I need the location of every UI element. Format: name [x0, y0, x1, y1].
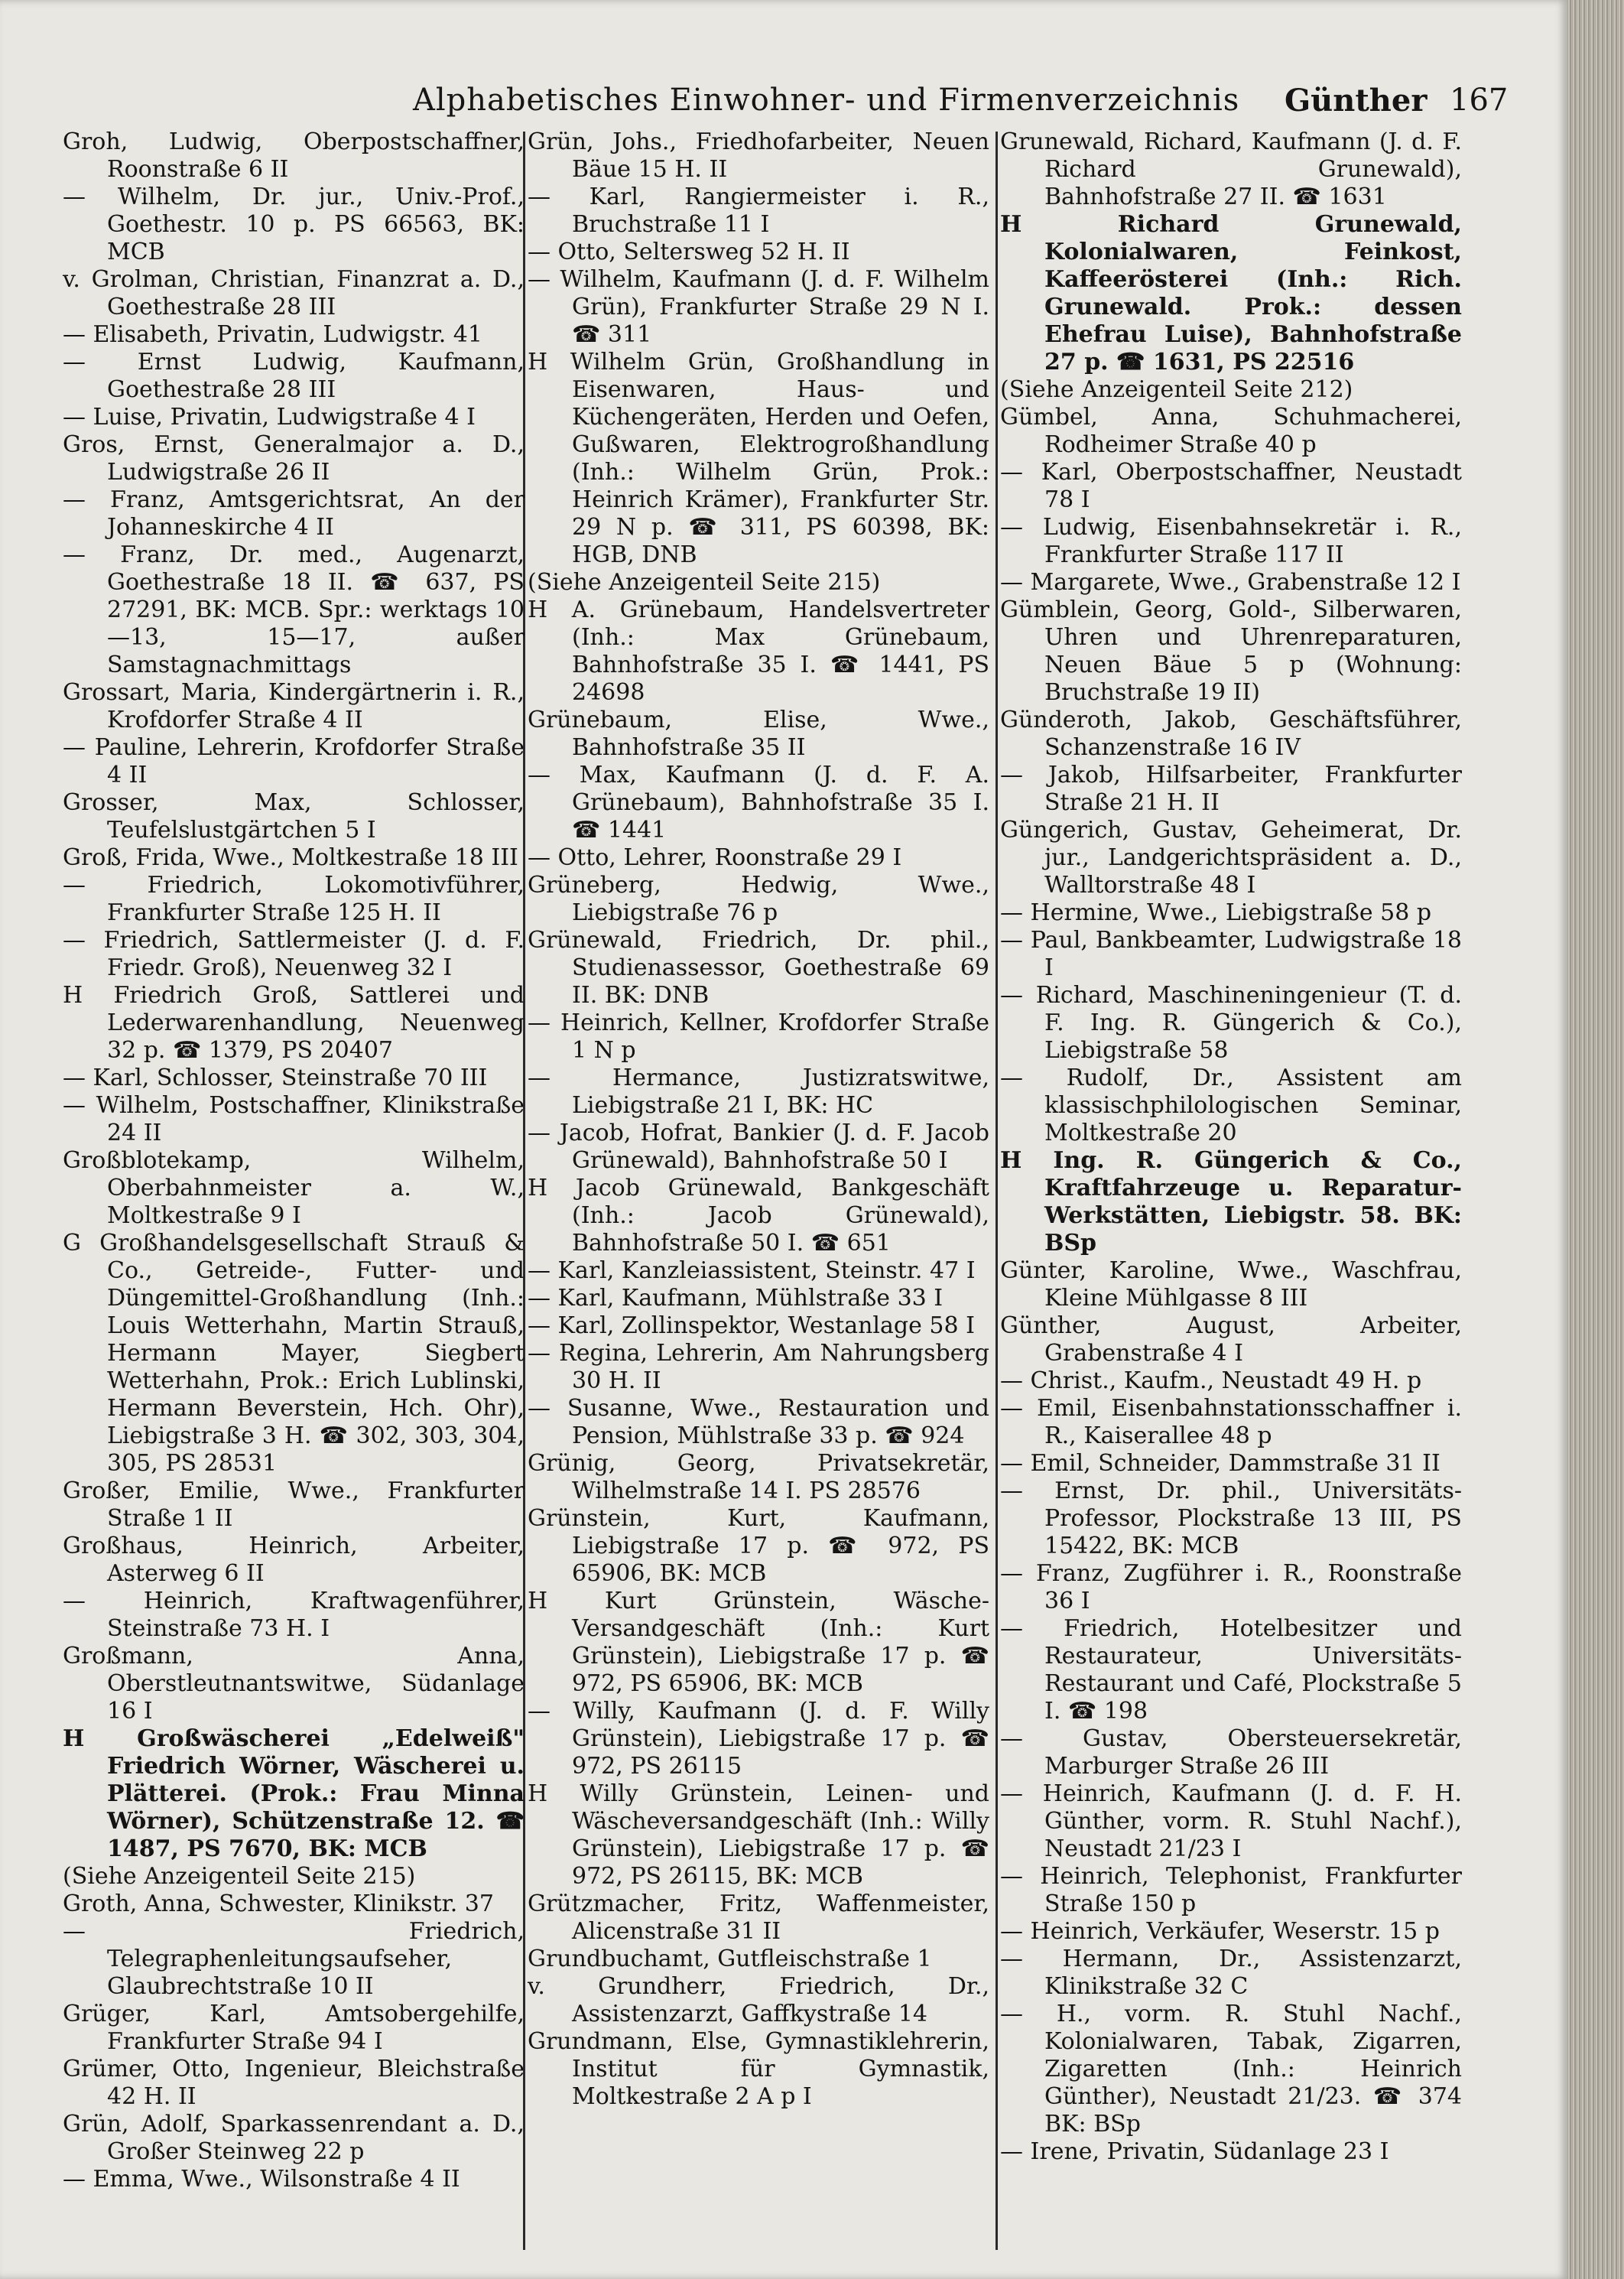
directory-entry: — Franz, Amtsgerichtsrat, An der Johanneskirche 4 II [63, 486, 525, 541]
directory-entry: — Max, Kaufmann (J. d. F. A. Grünebaum), Bahnhofstraße 35 I. ☎ 1441 [528, 762, 989, 844]
directory-entry: — Friedrich, Lokomotivführer, Frankfurter Straße 125 H. II [63, 872, 525, 926]
directory-entry: — Franz, Zugführer i. R., Roonstraße 36 I [1000, 1560, 1462, 1614]
directory-column-3 [1000, 128, 1462, 2247]
directory-entry: H Willy Grünstein, Leinen- und Wäscheversandgeschäft (Inh.: Willy Grünstein), Liebigstraße 17 p. ☎ 972, PS 26115, BK: MCB [528, 1780, 989, 1890]
directory-entry: — Emil, Eisenbahnstationsschaffner i. R., Kaiserallee 48 p [1000, 1395, 1462, 1449]
directory-entry: — Heinrich, Kraftwagenführer, Steinstraße 73 H. I [63, 1588, 525, 1642]
directory-entry: — Rudolf, Dr., Assistent am klassischphilologischen Seminar, Moltkestraße 20 [1000, 1065, 1462, 1146]
directory-column-1 [63, 128, 525, 2247]
directory-entry: H Friedrich Groß, Sattlerei und Lederwarenhandlung, Neuenweg 32 p. ☎ 1379, PS 20407 [63, 982, 525, 1064]
directory-entry: Grümer, Otto, Ingenieur, Bleichstraße 42 H. II [63, 2056, 525, 2110]
directory-entry: — Gustav, Obersteuersekretär, Marburger Straße 26 III [1000, 1725, 1462, 1780]
directory-entry: — Christ., Kaufm., Neustadt 49 H. p [1000, 1367, 1422, 1394]
directory-entry: — Hermine, Wwe., Liebigstraße 58 p [1000, 899, 1432, 926]
directory-entry: Gros, Ernst, Generalmajor a. D., Ludwigstraße 26 II [63, 431, 525, 486]
directory-entry: H A. Grünebaum, Handelsvertreter (Inh.: Max Grünebaum, Bahnhofstraße 35 I. ☎ 1441, PS 24698 [528, 597, 989, 706]
directory-entry: Grunewald, Richard, Kaufmann (J. d. F. Richard Grunewald), Bahnhofstraße 27 II. ☎ 1631 [1000, 128, 1462, 210]
directory-entry: G Großhandelsgesellschaft Strauß & Co., Getreide-, Futter- und Düngemittel-Großhandlung (Inh.: Louis Wetterhahn, Martin Strauß, Hermann Mayer, Siegbert Wetterhahn, Prok.: Erich Lublinski, Hermann Beverstein, Hch. Ohr), Liebigstraße 3 H. ☎ 302, 303, 304, 305, PS 28531 [63, 1230, 525, 1477]
directory-entry: — Friedrich, Hotelbesitzer und Restaurateur, Universitäts-Restaurant und Café, Plockstraße 5 I. ☎ 198 [1000, 1615, 1462, 1725]
directory-entry: — Willy, Kaufmann (J. d. F. Willy Grünstein), Liebigstraße 17 p. ☎ 972, PS 26115 [528, 1698, 989, 1780]
directory-entry: — Karl, Oberpostschaffner, Neustadt 78 I [1000, 459, 1462, 513]
directory-entry: Großmann, Anna, Oberstleutnantswitwe, Südanlage 16 I [63, 1643, 525, 1725]
directory-entry: — Irene, Privatin, Südanlage 23 I [1000, 2138, 1389, 2165]
directory-entry: Grosser, Max, Schlosser, Teufelslustgärtchen 5 I [63, 789, 525, 844]
directory-entry: — H., vorm. R. Stuhl Nachf., Kolonialwaren, Tabak, Zigarren, Zigaretten (Inh.: Heinrich Günther), Neustadt 21/23. ☎ 374 BK: BSp [1000, 2001, 1462, 2138]
page-number: 167 [1450, 83, 1509, 118]
directory-entry: — Richard, Maschineningenieur (T. d. F. Ing. R. Güngerich & Co.), Liebigstraße 58 [1000, 982, 1462, 1064]
directory-entry: Grundmann, Else, Gymnastiklehrerin, Institut für Gymnastik, Moltkestraße 2 A p I [528, 2028, 989, 2110]
directory-entry: — Heinrich, Verkäufer, Weserstr. 15 p [1000, 1918, 1440, 1945]
directory-entry: Grünewald, Friedrich, Dr. phil., Studienassessor, Goethestraße 69 II. BK: DNB [528, 927, 989, 1009]
directory-entry: — Ludwig, Eisenbahnsekretär i. R., Frankfurter Straße 117 II [1000, 514, 1462, 568]
directory-entry: — Karl, Zollinspektor, Westanlage 58 I [528, 1312, 975, 1339]
directory-entry: Groß, Frida, Wwe., Moltkestraße 18 III [63, 844, 518, 871]
directory-entry: — Karl, Kaufmann, Mühlstraße 33 I [528, 1285, 944, 1312]
directory-entry: — Pauline, Lehrerin, Krofdorfer Straße 4 II [63, 734, 525, 788]
directory-entry: Grün, Adolf, Sparkassenrendant a. D., Großer Steinweg 22 p [63, 2111, 525, 2165]
directory-entry: Güngerich, Gustav, Geheimerat, Dr. jur., Landgerichtspräsident a. D., Walltorstraße 48 I [1000, 817, 1462, 899]
directory-entry: — Hermance, Justizratswitwe, Liebigstraße 21 I, BK: HC [528, 1065, 989, 1119]
directory-entry: — Jacob, Hofrat, Bankier (J. d. F. Jacob Grünewald), Bahnhofstraße 50 I [528, 1120, 989, 1174]
directory-entry: — Paul, Bankbeamter, Ludwigstraße 18 I [1000, 927, 1462, 981]
running-head-keyword: Günther [1285, 83, 1427, 119]
directory-entry: — Karl, Rangiermeister i. R., Bruchstraße 11 I [528, 184, 989, 238]
directory-entry: Grünstein, Kurt, Kaufmann, Liebigstraße 17 p. ☎ 972, PS 65906, BK: MCB [528, 1505, 989, 1587]
directory-entry: — Susanne, Wwe., Restauration und Pension, Mühlstraße 33 p. ☎ 924 [528, 1395, 989, 1449]
directory-entry: H Kurt Grünstein, Wäsche-Versandgeschäft (Inh.: Kurt Grünstein), Liebigstraße 17 p. ☎ 972, PS 65906, BK: MCB [528, 1588, 989, 1697]
directory-entry: Großhaus, Heinrich, Arbeiter, Asterweg 6 II [63, 1533, 525, 1587]
directory-entry: Grossart, Maria, Kindergärtnerin i. R., Krofdorfer Straße 4 II [63, 679, 525, 733]
page-title: Alphabetisches Einwohner- und Firmenverzeichnis [413, 83, 1240, 118]
directory-entry: Gümblein, Georg, Gold-, Silberwaren, Uhren und Uhrenreparaturen, Neuen Bäue 5 p (Wohnung: Bruchstraße 19 II) [1000, 597, 1462, 706]
directory-entry: Grüneberg, Hedwig, Wwe., Liebigstraße 76 p [528, 872, 989, 926]
directory-entry: — Ernst Ludwig, Kaufmann, Goethestraße 28 III [63, 349, 525, 403]
directory-entry: Grützmacher, Fritz, Waffenmeister, Alicenstraße 31 II [528, 1890, 989, 1945]
directory-entry: Groth, Anna, Schwester, Klinikstr. 37 [63, 1890, 494, 1917]
directory-entry: — Wilhelm, Kaufmann (J. d. F. Wilhelm Grün), Frankfurter Straße 29 N I. ☎ 311 [528, 266, 989, 348]
directory-entry: — Emil, Schneider, Dammstraße 31 II [1000, 1450, 1440, 1477]
directory-entry: Groh, Ludwig, Oberpostschaffner, Roonstraße 6 II [63, 128, 525, 183]
directory-entry: — Heinrich, Telephonist, Frankfurter Straße 150 p [1000, 1863, 1462, 1917]
directory-entry: (Siehe Anzeigenteil Seite 215) [63, 1863, 416, 1890]
directory-entry: — Ernst, Dr. phil., Universitäts-Professor, Plockstraße 13 III, PS 15422, BK: MCB [1000, 1478, 1462, 1559]
directory-entry: (Siehe Anzeigenteil Seite 212) [1000, 376, 1353, 403]
directory-entry: Grünig, Georg, Privatsekretär, Wilhelmstraße 14 I. PS 28576 [528, 1450, 989, 1504]
directory-entry: — Friedrich, Telegraphenleitungsaufseher, Glaubrechtstraße 10 II [63, 1918, 525, 2000]
directory-entry: — Elisabeth, Privatin, Ludwigstr. 41 [63, 321, 482, 348]
directory-entry: Günderoth, Jakob, Geschäftsführer, Schanzenstraße 16 IV [1000, 707, 1462, 761]
directory-entry: H Wilhelm Grün, Großhandlung in Eisenwaren, Haus- und Küchengeräten, Herden und Oefen, Gußwaren, Elektrogroßhandlung (Inh.: Wilhelm Grün, Prok.: Heinrich Krämer), Frankfurter Str. 29 N p. ☎ 311, PS 60398, BK: HGB, DNB [528, 349, 989, 568]
directory-entry: Günter, Karoline, Wwe., Waschfrau, Kleine Mühlgasse 8 III [1000, 1257, 1462, 1312]
directory-entry: — Luise, Privatin, Ludwigstraße 4 I [63, 404, 476, 431]
directory-entry: — Karl, Schlosser, Steinstraße 70 III [63, 1065, 488, 1091]
directory-entry: (Siehe Anzeigenteil Seite 215) [528, 569, 881, 596]
directory-entry: Großblotekamp, Wilhelm, Oberbahnmeister a. W., Moltkestraße 9 I [63, 1147, 525, 1229]
directory-entry: — Heinrich, Kaufmann (J. d. F. H. Günther, vorm. R. Stuhl Nachf.), Neustadt 21/23 I [1000, 1780, 1462, 1862]
directory-entry: Grundbuchamt, Gutfleischstraße 1 [528, 1946, 932, 1972]
directory-entry: — Regina, Lehrerin, Am Nahrungsberg 30 H. II [528, 1340, 989, 1394]
directory-entry: — Margarete, Wwe., Grabenstraße 12 I [1000, 569, 1461, 596]
directory-entry: — Jakob, Hilfsarbeiter, Frankfurter Straße 21 H. II [1000, 762, 1462, 816]
directory-entry: Günther, August, Arbeiter, Grabenstraße 4 I [1000, 1312, 1462, 1367]
directory-entry: v. Grolman, Christian, Finanzrat a. D., Goethestraße 28 III [63, 266, 525, 320]
directory-entry: H Großwäscherei „Edelweiß" Friedrich Wörner, Wäscherei u. Plätterei. (Prok.: Frau Minna Wörner), Schützenstraße 12. ☎ 1487, PS 7670, BK: MCB [63, 1725, 525, 1862]
directory-entry: H Jacob Grünewald, Bankgeschäft (Inh.: Jacob Grünewald), Bahnhofstraße 50 I. ☎ 651 [528, 1175, 989, 1257]
directory-entry: Gümbel, Anna, Schuhmacherei, Rodheimer Straße 40 p [1000, 404, 1462, 458]
column-divider [996, 132, 998, 2250]
directory-entry: v. Grundherr, Friedrich, Dr., Assistenzarzt, Gaffkystraße 14 [528, 1973, 989, 2027]
directory-entry: — Friedrich, Sattlermeister (J. d. F. Friedr. Groß), Neuenweg 32 I [63, 927, 525, 981]
directory-column-2 [528, 128, 989, 2247]
directory-entry: — Wilhelm, Postschaffner, Klinikstraße 24 II [63, 1092, 525, 1146]
directory-entry: — Otto, Lehrer, Roonstraße 29 I [528, 844, 902, 871]
directory-entry: Grünebaum, Elise, Wwe., Bahnhofstraße 35 II [528, 707, 989, 761]
page-header [46, 83, 1509, 128]
directory-entry: H Richard Grunewald, Kolonialwaren, Feinkost, Kaffeerösterei (Inh.: Rich. Grunewald. Prok.: dessen Ehefrau Luise), Bahnhofstraße 27 p. ☎ 1631, PS 22516 [1000, 211, 1462, 375]
page-edge [1567, 0, 1624, 2279]
directory-entry: — Karl, Kanzleiassistent, Steinstr. 47 I [528, 1257, 976, 1284]
directory-entry: H Ing. R. Güngerich & Co., Kraftfahrzeuge u. Reparatur-Werkstätten, Liebigstr. 58. BK: BSp [1000, 1147, 1462, 1257]
directory-entry: — Heinrich, Kellner, Krofdorfer Straße 1 N p [528, 1009, 989, 1064]
directory-entry: — Franz, Dr. med., Augenarzt, Goethestraße 18 II. ☎ 637, PS 27291, BK: MCB. Spr.: werktags 10—13, 15—17, außer Samstagnachmittags [63, 541, 525, 678]
directory-entry: Grün, Johs., Friedhofarbeiter, Neuen Bäue 15 H. II [528, 128, 989, 183]
directory-entry: Großer, Emilie, Wwe., Frankfurter Straße 1 II [63, 1478, 525, 1532]
directory-entry: — Hermann, Dr., Assistenzarzt, Klinikstraße 32 C [1000, 1946, 1462, 2000]
directory-entry: — Otto, Seltersweg 52 H. II [528, 239, 850, 265]
directory-entry: — Wilhelm, Dr. jur., Univ.-Prof., Goethestr. 10 p. PS 66563, BK: MCB [63, 184, 525, 265]
directory-entry: Grüger, Karl, Amtsobergehilfe, Frankfurter Straße 94 I [63, 2001, 525, 2055]
directory-entry: — Emma, Wwe., Wilsonstraße 4 II [63, 2166, 460, 2193]
